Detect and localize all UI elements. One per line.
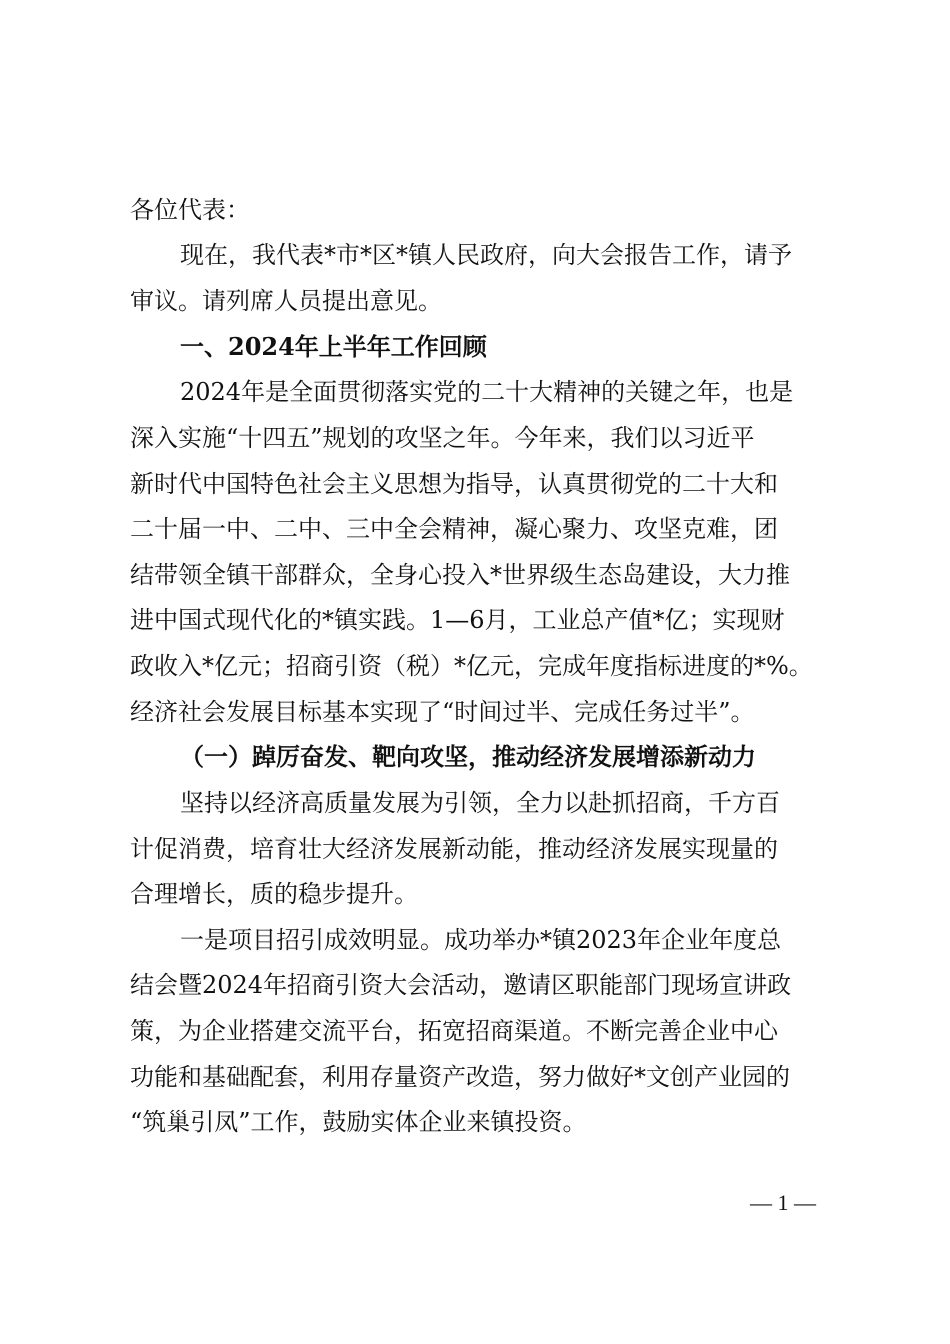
paragraph-line: 一是项目招引成效明显。成功举办*镇2023年企业年度总 [180, 926, 782, 954]
subsection-heading: （一）踔厉奋发、靶向攻坚，推动经济发展增添新动力 [180, 742, 756, 771]
paragraph-line: 计促消费，培育壮大经济发展新动能，推动经济发展实现量的 [130, 835, 778, 863]
section-heading: 一、2024年上半年工作回顾 [180, 332, 487, 361]
paragraph-line: “筑巢引凤”工作，鼓励实体企业来镇投资。 [130, 1108, 587, 1136]
paragraph-line: 政收入*亿元；招商引资（税）*亿元，完成年度指标进度的*%。 [130, 652, 813, 680]
paragraph-line: 进中国式现代化的*镇实践。1—6月，工业总产值*亿；实现财 [130, 606, 785, 634]
paragraph-line: 现在，我代表*市*区*镇人民政府，向大会报告工作，请予 [180, 241, 792, 269]
paragraph-line: 结会暨2024年招商引资大会活动，邀请区职能部门现场宣讲政 [130, 971, 792, 999]
paragraph-line: 坚持以经济高质量发展为引领，全力以赴抓招商，千方百 [180, 789, 780, 817]
page-number: — 1 — [750, 1190, 816, 1215]
paragraph-line: 深入实施“十四五”规划的攻坚之年。今年来，我们以习近平 [130, 424, 755, 452]
paragraph-line: 结带领全镇干部群众，全身心投入*世界级生态岛建设，大力推 [130, 561, 790, 589]
paragraph-line: 经济社会发展目标基本实现了“时间过半、完成任务过半”。 [130, 698, 755, 726]
paragraph-line: 策，为企业搭建交流平台，拓宽招商渠道。不断完善企业中心 [130, 1017, 778, 1045]
paragraph-line: 审议。请列席人员提出意见。 [130, 287, 442, 315]
paragraph-line: 合理增长，质的稳步提升。 [130, 880, 418, 908]
salutation: 各位代表： [130, 196, 250, 224]
paragraph-line: 功能和基础配套，利用存量资产改造，努力做好*文创产业园的 [130, 1063, 790, 1091]
paragraph-line: 二十届一中、二中、三中全会精神，凝心聚力、攻坚克难，团 [130, 515, 778, 543]
paragraph-line: 2024年是全面贯彻落实党的二十大精神的关键之年，也是 [180, 378, 794, 406]
paragraph-line: 新时代中国特色社会主义思想为指导，认真贯彻党的二十大和 [130, 470, 778, 498]
